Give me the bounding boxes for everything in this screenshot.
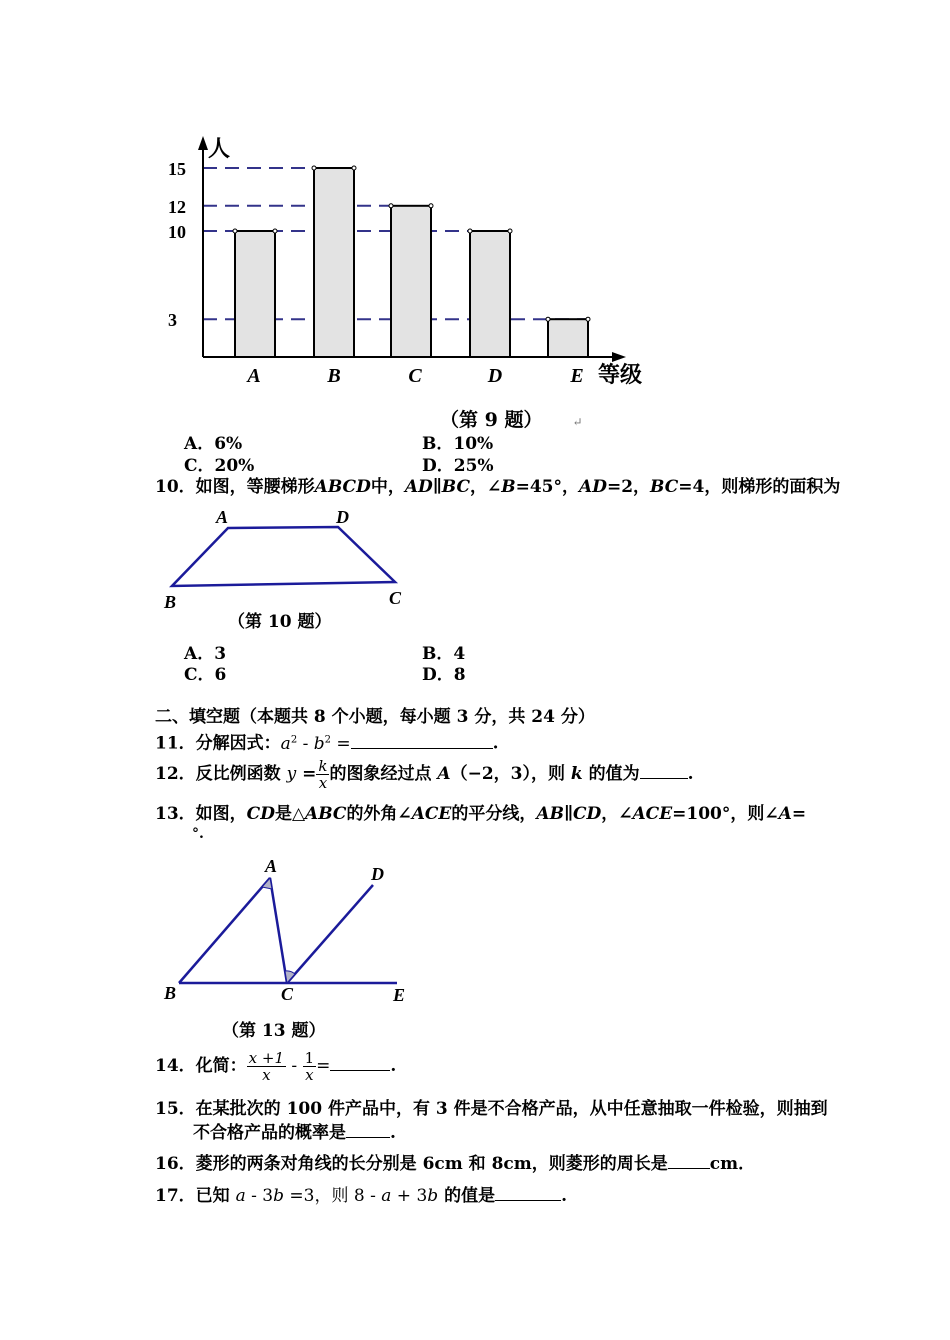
line-ba — [179, 878, 270, 983]
bar-corner-dot — [352, 166, 356, 170]
q12-answer-blank — [640, 762, 688, 779]
q9-option-c: C．20% — [184, 456, 255, 476]
y-tick-label-10: 10 — [168, 222, 186, 242]
bar-A — [235, 231, 275, 357]
q17-answer-blank — [495, 1184, 561, 1201]
q16-question: 16．菱形的两条对角线的长分别是 6cm 和 8cm，则菱形的周长是 cm． — [155, 1154, 756, 1174]
x-tick-label-A: A — [247, 365, 261, 387]
x-axis-label: 等级 — [598, 362, 643, 387]
vertex-b: B — [164, 983, 177, 1003]
bar-E — [548, 319, 588, 357]
x-tick-label-B: B — [327, 365, 341, 387]
line-ac — [270, 878, 287, 983]
x-tick-label-C: C — [408, 365, 422, 387]
q11-answer-blank — [351, 732, 493, 749]
bar-corner-dot — [429, 204, 433, 208]
q10-option-a: A．3 — [184, 644, 227, 664]
q13-question-line2: °. — [192, 826, 204, 842]
angle-figure — [150, 850, 420, 1010]
y-tick-label-12: 12 — [168, 196, 186, 217]
vertex-c: C — [389, 588, 402, 608]
q10-option-d: D．8 — [422, 665, 466, 685]
q10-option-c: C．6 — [184, 665, 227, 685]
bar-corner-dot — [586, 317, 590, 321]
bar-corner-dot — [546, 317, 550, 321]
vertex-b: B — [164, 592, 177, 612]
y-tick-label-3: 3 — [168, 310, 177, 331]
vertex-c: C — [281, 984, 294, 1004]
trapezoid-shape — [172, 527, 395, 586]
q15-question: 15．在某批次的 100 件产品中，有 3 件是不合格产品，从中任意抽取一件检验，则抽到 — [155, 1099, 828, 1119]
q17-question: 17．已知 a - 3b =3，则 8 - a + 3b 的值是 . — [155, 1186, 567, 1206]
vertex-d: D — [336, 507, 349, 527]
section-2-title: 二、填空题（本题共 8 个小题，每小题 3 分，共 24 分） — [155, 707, 595, 727]
q12-question: 12．反比例函数 y = $\frac{k}{x}$ 的图象经过点 A（−2，3），则 k 的值为 . — [155, 757, 694, 792]
vertex-d: D — [371, 864, 384, 884]
bar-corner-dot — [312, 166, 316, 170]
q10-question: 10．如图，等腰梯形ABCD中，AD∥BC，∠B=45°，AD=2，BC=4，则梯形的面积为 — [155, 477, 841, 497]
vertex-a: A — [216, 507, 229, 527]
y-axis-label: 人 — [208, 136, 231, 161]
bar-C — [391, 206, 431, 357]
q13-question-line1: 13．如图，CD是△ABC的外角∠ACE的平分线，AB∥CD，∠ACE=100°，则∠A= — [155, 804, 807, 824]
q11-question: 11．分解因式：$a^2 - b^2$ = . — [155, 733, 499, 754]
q14-fraction-2: $\frac{1}{x}$ — [304, 1049, 315, 1084]
q15-question-line2: 不合格产品的概率是 . — [193, 1123, 396, 1143]
bar-chart — [0, 0, 950, 400]
bar-D — [470, 231, 510, 357]
figure-9-caption: （第 9 题） ↵ — [440, 409, 583, 431]
line-cd — [287, 885, 373, 983]
figure-10-caption: （第 10 题） — [228, 612, 332, 632]
q14-question: 14．化简： $\frac{x +1}{x}$ - $\frac{1}{x}$ = . — [155, 1049, 397, 1084]
q9-option-b: B．10% — [422, 434, 494, 454]
q9-option-a: A．6% — [184, 434, 243, 454]
q16-answer-blank — [668, 1152, 710, 1169]
x-tick-label-E: E — [570, 365, 584, 387]
vertex-e: E — [393, 985, 406, 1005]
return-mark: ↵ — [572, 415, 583, 429]
x-tick-label-D: D — [487, 365, 503, 387]
q15-answer-blank — [346, 1121, 390, 1138]
bar-corner-dot — [389, 204, 393, 208]
bar-corner-dot — [468, 229, 472, 233]
q10-option-b: B．4 — [422, 644, 466, 664]
q12-fraction: $\frac{k}{x}$ — [318, 757, 328, 792]
q9-option-d: D．25% — [422, 456, 494, 476]
bar-corner-dot — [233, 229, 237, 233]
vertex-a: A — [265, 856, 278, 876]
bar-B — [314, 168, 354, 357]
q14-fraction-1: $\frac{x +1}{x}$ — [248, 1049, 285, 1084]
y-tick-label-15: 15 — [168, 159, 186, 179]
bar-corner-dot — [273, 229, 277, 233]
q14-answer-blank — [330, 1054, 390, 1071]
bar-corner-dot — [508, 229, 512, 233]
x-axis-arrow — [612, 352, 626, 362]
figure-13-caption: （第 13 题） — [222, 1021, 326, 1041]
y-axis-arrow — [198, 136, 208, 150]
